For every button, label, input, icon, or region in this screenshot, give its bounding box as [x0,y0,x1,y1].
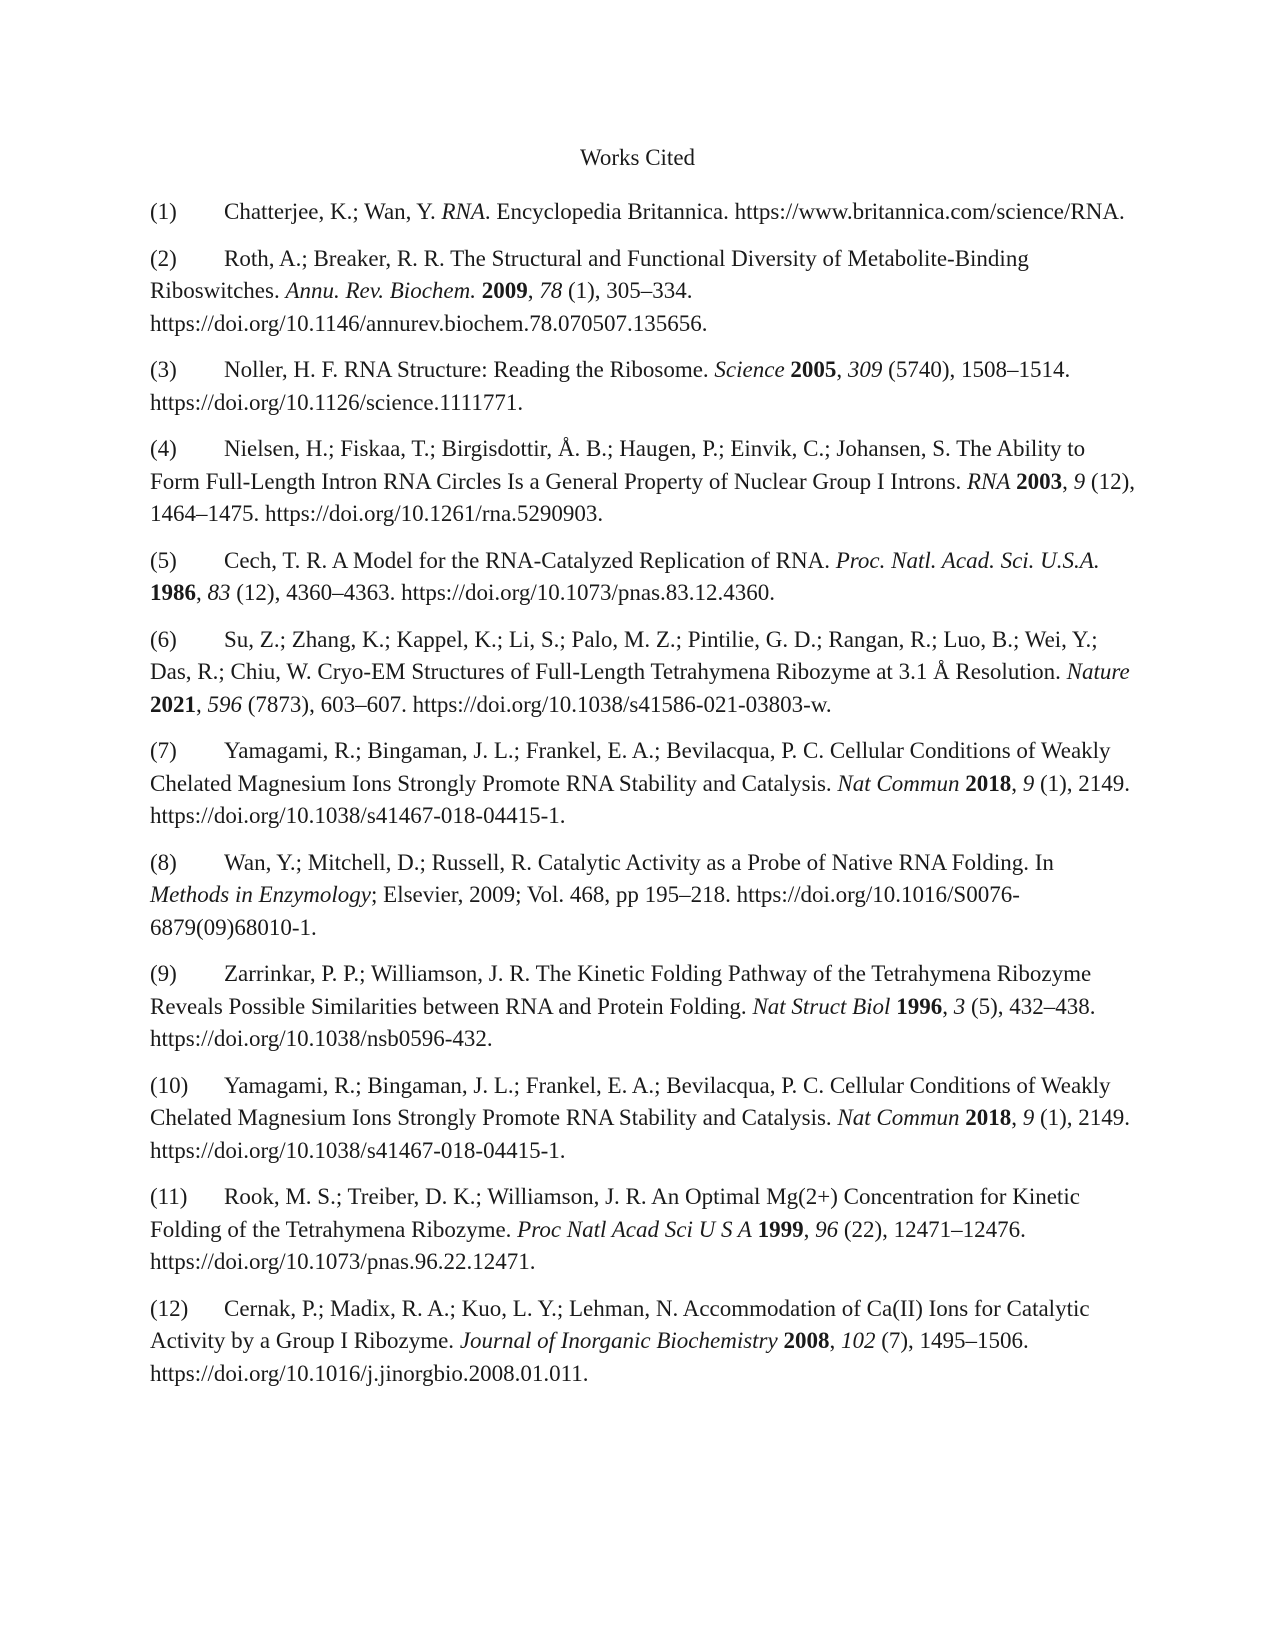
reference-item: (4) Nielsen, H.; Fiskaa, T.; Birgisdottir, Å. B.; Haugen, P.; Einvik, C.; Johansen, S. The Ability to Form Full-Length Intron RNA Circles Is a General Property of Nuclear Group I Introns. RNA 2003, 9 (12), 1464–1475. https://doi.org/10.1261/rna.5290903. [150,433,1135,531]
reference-year: 2018 [965,1105,1012,1130]
reference-journal: Annu. Rev. Biochem. [285,278,476,303]
reference-title: RNA [441,199,485,224]
reference-authors: Roth, A.; Breaker, R. R. [224,245,445,271]
reference-volume: 596 [207,691,242,717]
reference-title: The Structural and Functional Diversity of Metabolite-Binding Riboswitches. [150,245,1029,303]
reference-details: (5), 432–438. https://doi.org/10.1038/nsb0596-432. [150,993,1096,1051]
reference-details: (5740), 1508–1514. https://doi.org/10.1126/science.1111771. [150,357,1071,415]
reference-year: 2005 [790,357,837,382]
reference-number: (9) [150,961,177,986]
reference-item: (5) Cech, T. R. A Model for the RNA-Catalyzed Replication of RNA. Proc. Natl. Acad. Sci. U.S.A. 1986, 83 (12), 4360–4363. https://doi.org/10.1073/pnas.83.12.4360. [150,545,1135,610]
reference-title: Cryo-EM Structures of Full-Length Tetrahymena Ribozyme at 3.1 Å Resolution. [317,659,1061,684]
reference-year: 1986 [150,580,196,605]
reference-item: (10) Yamagami, R.; Bingaman, J. L.; Frankel, E. A.; Bevilacqua, P. C. Cellular Conditions of Weakly Chelated Magnesium Ions Strongly Promote RNA Stability and Catalysis. Nat Commun 2018, 9 (1), 2149. https://doi.org/10.1038/s41467-018-04415-1. [150,1070,1135,1168]
reference-details: ; Elsevier, 2009; Vol. 468, pp 195–218. https://doi.org/10.1016/S0076-6879(09)68010-1. [150,882,1020,940]
reference-number: (2) [150,245,177,271]
reference-volume: 3 [953,993,966,1019]
reference-number: (12) [150,1295,189,1321]
reference-volume: 102 [840,1328,876,1353]
reference-year: 2008 [783,1328,830,1353]
reference-title: Cellular Conditions of Weakly Chelated Magnesium Ions Strongly Promote RNA Stability and Catalysis. [150,1072,1111,1130]
reference-item: (6) Su, Z.; Zhang, K.; Kappel, K.; Li, S.; Palo, M. Z.; Pintilie, G. D.; Rangan, R.; Luo, B.; Wei, Y.; Das, R.; Chiu, W. Cryo-EM Structures of Full-Length Tetrahymena Ribozyme at 3.1 Å Resolution. Nature 2021, 596 (7873), 603–607. https://doi.org/10.1038/s41586-021-03803-w. [150,624,1135,722]
reference-authors: Su, Z.; Zhang, K.; Kappel, K.; Li, S.; Palo, M. Z.; Pintilie, G. D.; Rangan, R.; Luo, B.; Wei, Y.; Das, R.; Chiu, W. [150,626,1098,684]
reference-details: . Encyclopedia Britannica. https://www.britannica.com/science/RNA. [484,199,1125,224]
reference-volume: 309 [847,357,883,382]
reference-volume: 83 [207,580,231,605]
reference-authors: Noller, H. F. [224,357,339,382]
reference-year: 2003 [1016,468,1063,494]
reference-item: (2) Roth, A.; Breaker, R. R. The Structural and Functional Diversity of Metabolite-Binding Riboswitches. Annu. Rev. Biochem. 2009, 78 (1), 305–334. https://doi.org/10.1146/annurev.biochem.78.070507.135656. [150,243,1135,341]
reference-item: (11) Rook, M. S.; Treiber, D. K.; Williamson, J. R. An Optimal Mg(2+) Concentration for Kinetic Folding of the Tetrahymena Ribozyme. Proc Natl Acad Sci U S A 1999, 96 (22), 12471–12476. https://doi.org/10.1073/pnas.96.22.12471. [150,1181,1135,1279]
reference-item [150,196,1135,229]
reference-details: (1), 2149. https://doi.org/10.1038/s41467-018-04415-1. [150,1105,1131,1163]
reference-journal: Nat Struct Biol [752,993,891,1019]
reference-details: (1), 305–334. https://doi.org/10.1146/annurev.biochem.78.070507.135656. [150,278,708,336]
reference-journal: Science [714,357,785,382]
reference-item: (7) Yamagami, R.; Bingaman, J. L.; Frankel, E. A.; Bevilacqua, P. C. Cellular Conditions of Weakly Chelated Magnesium Ions Strongly Promote RNA Stability and Catalysis. Nat Commun 2018, 9 (1), 2149. https://doi.org/10.1038/s41467-018-04415-1. [150,735,1135,833]
reference-details: (7873), 603–607. https://doi.org/10.1038/s41586-021-03803-w. [247,691,832,717]
reference-volume: 96 [815,1216,839,1242]
reference-title: The Kinetic Folding Pathway of the Tetrahymena Ribozyme Reveals Possible Similarities between RNA and Protein Folding. [150,961,1092,1019]
reference-item: (9) Zarrinkar, P. P.; Williamson, J. R. The Kinetic Folding Pathway of the Tetrahymena Ribozyme Reveals Possible Similarities between RNA and Protein Folding. Nat Struct Biol 1996, 3 (5), 432–438. https://doi.org/10.1038/nsb0596-432. [150,958,1135,1056]
reference-authors: Cech, T. R. [224,547,328,573]
reference-details: (7), 1495–1506. https://doi.org/10.1016/j.jinorgbio.2008.01.011. [150,1328,1029,1386]
reference-journal: Proc. Natl. Acad. Sci. U.S.A. [835,547,1100,573]
reference-year: 1996 [896,993,943,1019]
reference-number: (1) [150,199,177,224]
reference-volume: 78 [539,278,563,303]
reference-journal: Nat Commun [837,770,960,796]
page-title: Works Cited [579,145,696,170]
reference-details: (12), 1464–1475. https://doi.org/10.1261/rna.5290903. [150,468,1135,526]
reference-year: 2009 [481,278,528,303]
reference-authors: Chatterjee, K.; Wan, Y. [224,199,436,224]
reference-title: An Optimal Mg(2+) Concentration for Kinetic Folding of the Tetrahymena Ribozyme. [150,1184,1080,1242]
reference-year: 2021 [150,691,196,717]
reference-year: 1999 [757,1216,804,1242]
reference-item [150,847,1135,945]
reference-authors: Wan, Y.; Mitchell, D.; Russell, R. [224,849,533,875]
reference-title: RNA Structure: Reading the Ribosome. [343,357,709,382]
reference-journal: RNA [966,468,1011,494]
reference-volume: 9 [1022,1105,1035,1130]
reference-journal: Nat Commun [837,1105,960,1130]
reference-year: 2018 [965,770,1012,796]
reference-title: Cellular Conditions of Weakly Chelated Magnesium Ions Strongly Promote RNA Stability and Catalysis. [150,738,1111,796]
reference-title: The Ability to Form Full-Length Intron RNA Circles Is a General Property of Nuclear Group I Introns. [150,436,1086,494]
reference-authors: Rook, M. S.; Treiber, D. K.; Williamson, J. R. [224,1184,647,1209]
reference-book: Methods in Enzymology [150,882,372,907]
reference-number: (5) [150,547,177,573]
reference-title: Catalytic Activity as a Probe of Native RNA Folding. In [537,849,1054,875]
reference-title: Accommodation of Ca(II) Ions for Catalytic Activity by a Group I Ribozyme. [150,1295,1090,1353]
reference-details: (1), 2149. https://doi.org/10.1038/s41467-018-04415-1. [150,770,1131,828]
reference-volume: 9 [1022,770,1035,796]
reference-details: (12), 4360–4363. https://doi.org/10.1073/pnas.83.12.4360. [236,580,776,605]
reference-authors: Yamagami, R.; Bingaman, J. L.; Frankel, E. A.; Bevilacqua, P. C. [224,1072,825,1098]
reference-number: (6) [150,626,177,652]
reference-list [150,196,1135,1404]
reference-number: (3) [150,357,177,382]
reference-authors: Yamagami, R.; Bingaman, J. L.; Frankel, E. A.; Bevilacqua, P. C. [224,738,825,763]
reference-number: (4) [150,436,177,461]
reference-authors: Nielsen, H.; Fiskaa, T.; Birgisdottir, Å. B.; Haugen, P.; Einvik, C.; Johansen, S. [224,436,951,461]
reference-volume: 9 [1073,468,1086,494]
reference-item: (3) Noller, H. F. RNA Structure: Reading the Ribosome. Science 2005, 309 (5740), 1508–1514. https://doi.org/10.1126/science.1111771. [150,354,1135,419]
reference-number: (10) [150,1072,189,1098]
reference-authors: Cernak, P.; Madix, R. A.; Kuo, L. Y.; Lehman, N. [224,1295,679,1321]
reference-title: A Model for the RNA-Catalyzed Replication of RNA. [331,547,830,573]
reference-journal: Journal of Inorganic Biochemistry [459,1328,778,1353]
reference-journal: Proc Natl Acad Sci U S A [517,1216,752,1242]
reference-number: (11) [150,1184,188,1209]
reference-number: (8) [150,849,177,875]
reference-number: (7) [150,738,177,763]
reference-details: (22), 12471–12476. https://doi.org/10.1073/pnas.96.22.12471. [150,1216,1026,1274]
reference-journal: Nature [1066,659,1130,684]
reference-authors: Zarrinkar, P. P.; Williamson, J. R. [224,961,531,986]
reference-item: (12) Cernak, P.; Madix, R. A.; Kuo, L. Y.; Lehman, N. Accommodation of Ca(II) Ions for Catalytic Activity by a Group I Ribozyme. Journal of Inorganic Biochemistry 2008, 102 (7), 1495–1506. https://doi.org/10.1016/j.jinorgbio.2008.01.011. [150,1293,1135,1391]
